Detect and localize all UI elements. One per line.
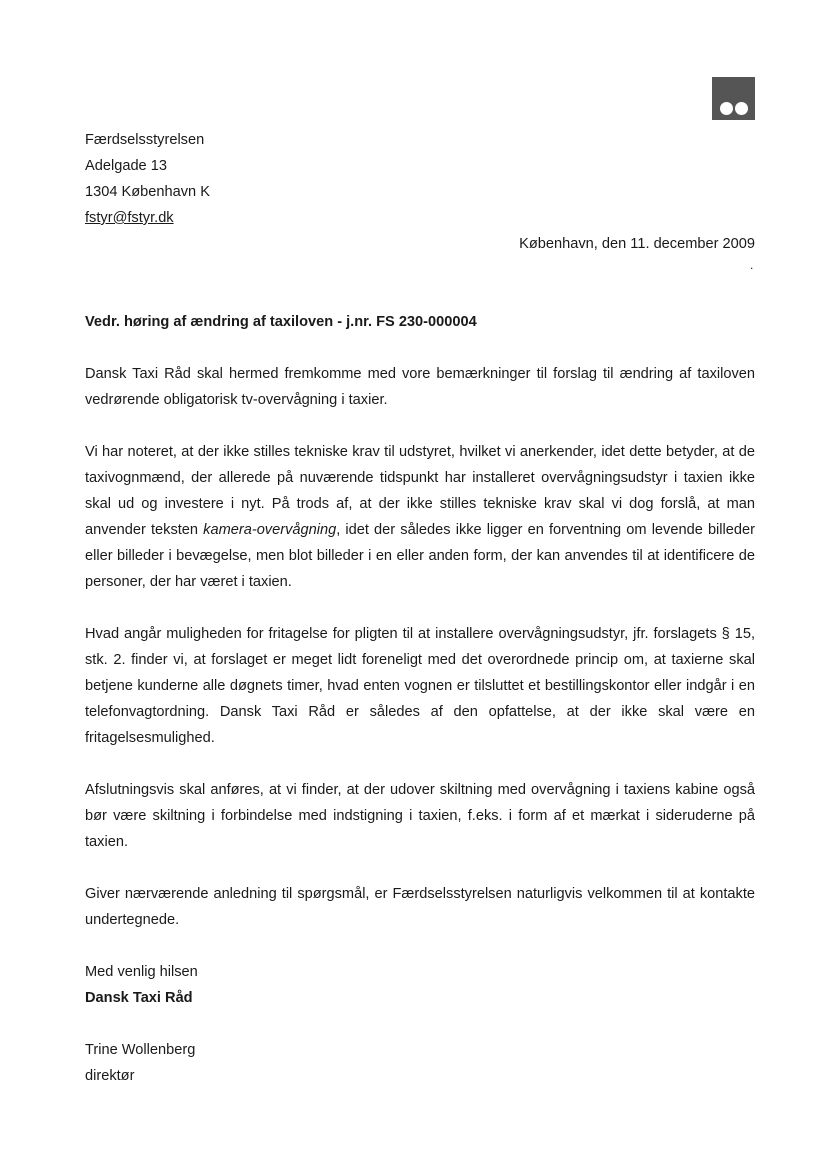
recipient-email-link[interactable]: fstyr@fstyr.dk (85, 210, 174, 226)
date-line: København, den 11. december 2009 (519, 236, 755, 252)
closing-greeting: Med venlig hilsen (85, 964, 198, 980)
signature-block (85, 1037, 755, 1089)
logo-dot-right-icon (735, 102, 748, 115)
signatory-name: Trine Wollenberg (85, 1042, 196, 1058)
paragraph-5: Giver nærværende anledning til spørgsmål, er Færdselsstyrelsen naturligvis velkommen til at kontakte undertegnede. (85, 886, 755, 928)
paragraph-2-part-1: Vi har noteret, at der ikke stilles tekniske krav til udstyret, hvilket vi anerkender, idet dette betyder, at de taxivognmænd, der allerede på nuværende tidspunkt har installeret overvågningsudstyr i taxien ikke skal ud og investere i nyt. På trods af, at der ikke stilles tekniske krav skal vi dog forslå, at man anvender teksten (85, 444, 755, 538)
recipient-city: 1304 København K (85, 184, 210, 200)
company-logo (712, 77, 755, 120)
signatory-title: direktør (85, 1068, 135, 1084)
sign-off (85, 959, 755, 1011)
paragraph-2-part-2: , idet der således ikke ligger en forventning om levende billeder eller billeder i bevægelse, men blot billeder i en eller anden form, der kan anvendes til at identificere de personer, der har været i taxien. (85, 522, 755, 590)
paragraph-1: Dansk Taxi Råd skal hermed fremkomme med vore bemærkninger til forslag til ændring af taxiloven vedrørende obligatorisk tv-overvågning i taxier. (85, 366, 755, 408)
paragraph-3: Hvad angår muligheden for fritagelse for pligten til at installere overvågningsudstyr, jfr. forslagets § 15, stk. 2. finder vi, at forslaget er meget lidt foreneligt med det overordnede princip om, at taxierne skal betjene kunderne alle døgnets timer, hvad enten vognen er tilsluttet et bestillingskontor eller indgår i en telefonvagtordning. Dansk Taxi Råd er således af den opfattelse, at der ikke skal være en fritagelsesmulighed. (85, 626, 755, 746)
recipient-name: Færdselsstyrelsen (85, 132, 205, 148)
paragraph-4: Afslutningsvis skal anføres, at vi finder, at der udover skiltning med overvågning i taxiens kabine også bør være skiltning i forbindelse med indstigning i taxien, f.eks. i form af et mærkat i sideruderne på taxien. (85, 782, 755, 850)
logo-dot-left-icon (720, 102, 733, 115)
paragraph-2-emphasis: kamera-overvågning (203, 522, 337, 538)
subject-line: Vedr. høring af ændring af taxiloven - j.nr. FS 230-000004 (85, 314, 477, 330)
letter-body (85, 309, 755, 1089)
paragraph-2 (85, 439, 755, 595)
closing-organization: Dansk Taxi Råd (85, 990, 193, 1006)
recipient-address (85, 127, 210, 231)
stray-mark: . (750, 258, 754, 272)
recipient-street: Adelgade 13 (85, 158, 167, 174)
